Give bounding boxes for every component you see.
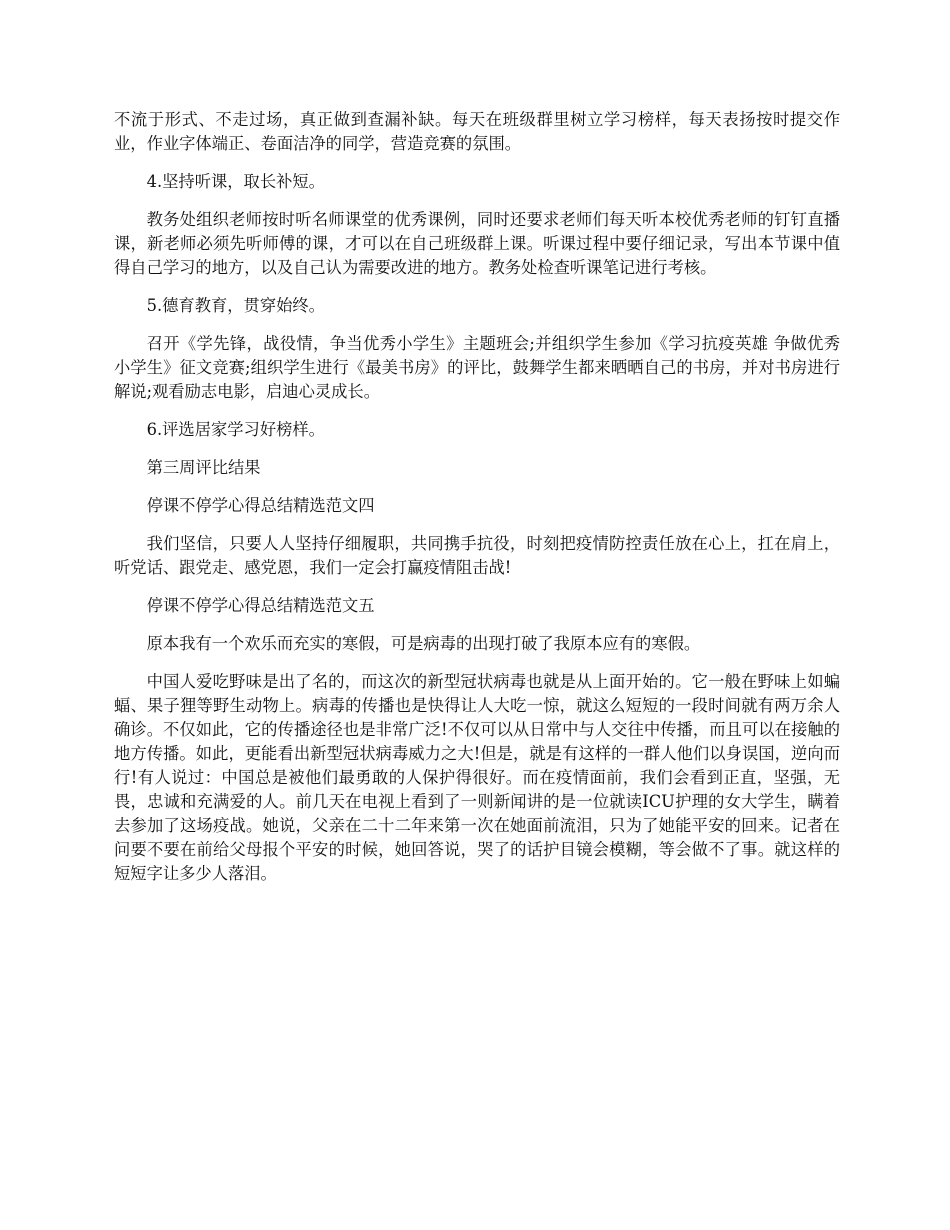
paragraph-listening: 教务处组织老师按时听名师课堂的优秀课例，同时还要求老师们每天听本校优秀老师的钉钉直播课，新老师必须先听师傅的课，才可以在自己班级群上课。听课过程中要仔细记录，写出本节课中值得自己学习的地方，以及自己认为需要改进的地方。教务处检查听课笔记进行考核。 xyxy=(114,210,840,277)
paragraph-continuation: 不流于形式、不走过场，真正做到查漏补缺。每天在班级群里树立学习榜样，每天表扬按时提交作业，作业字体端正、卷面洁净的同学，营造竞赛的氛围。 xyxy=(114,110,840,153)
paragraph-moral-education: 召开《学先锋，战役情，争当优秀小学生》主题班会;并组织学生参加《学习抗疫英雄 争做优秀小学生》征文竞赛;组织学生进行《最美书房》的评比，鼓舞学生都来晒晒自己的书房，并对书房进行解说;观看励志电影，启迪心灵成长。 xyxy=(114,334,840,401)
paragraph-winter-break: 原本我有一个欢乐而充实的寒假，可是病毒的出现打破了我原本应有的寒假。 xyxy=(146,634,701,653)
section-heading-4: 4.坚持听课，取长补短。 xyxy=(146,172,325,191)
section-heading-6: 6.评选居家学习好榜样。 xyxy=(146,420,325,439)
essay-title-four: 停课不停学心得总结精选范文四 xyxy=(146,496,375,515)
paragraph-virus: 中国人爱吃野味是出了名的，而这次的新型冠状病毒也就是从上面开始的。它一般在野味上如蝙蝠、果子狸等野生动物上。病毒的传播也是快得让人大吃一惊，就这么短短的一段时间就有两万余人确诊。不仅如此，它的传播途径也是非常广泛!不仅可以从日常中与人交往中传播，而且可以在接触的地方传播。如此，更能看出新型冠状病毒威力之大!但是，就是有这样的一群人他们以身误国，逆向而行!有人说过：中国总是被他们最勇敢的人保护得很好。而在疫情面前，我们会看到正直，坚强，无畏，忠诚和充满爱的人。前几天在电视上看到了一则新闻讲的是一位就读ICU护理的女大学生，瞒着去参加了这场疫战。她说，父亲在二十二年来第一次在她面前流泪，只为了她能平安的回来。记者在问要不要在前给父母报个平安的时候，她回答说，哭了的话护目镜会模糊，等会做不了事。就这样的短短字让多少人落泪。 xyxy=(114,672,840,883)
essay-title-five: 停课不停学心得总结精选范文五 xyxy=(146,596,375,615)
week-three-results: 第三周评比结果 xyxy=(146,458,261,477)
document-body xyxy=(114,108,840,900)
paragraph-belief: 我们坚信，只要人人坚持仔细履职，共同携手抗役，时刻把疫情防控责任放在心上，扛在肩上，听党话、跟党走、感党恩，我们一定会打赢疫情阻击战! xyxy=(114,534,840,577)
section-heading-5: 5.德育教育，贯穿始终。 xyxy=(146,296,325,315)
